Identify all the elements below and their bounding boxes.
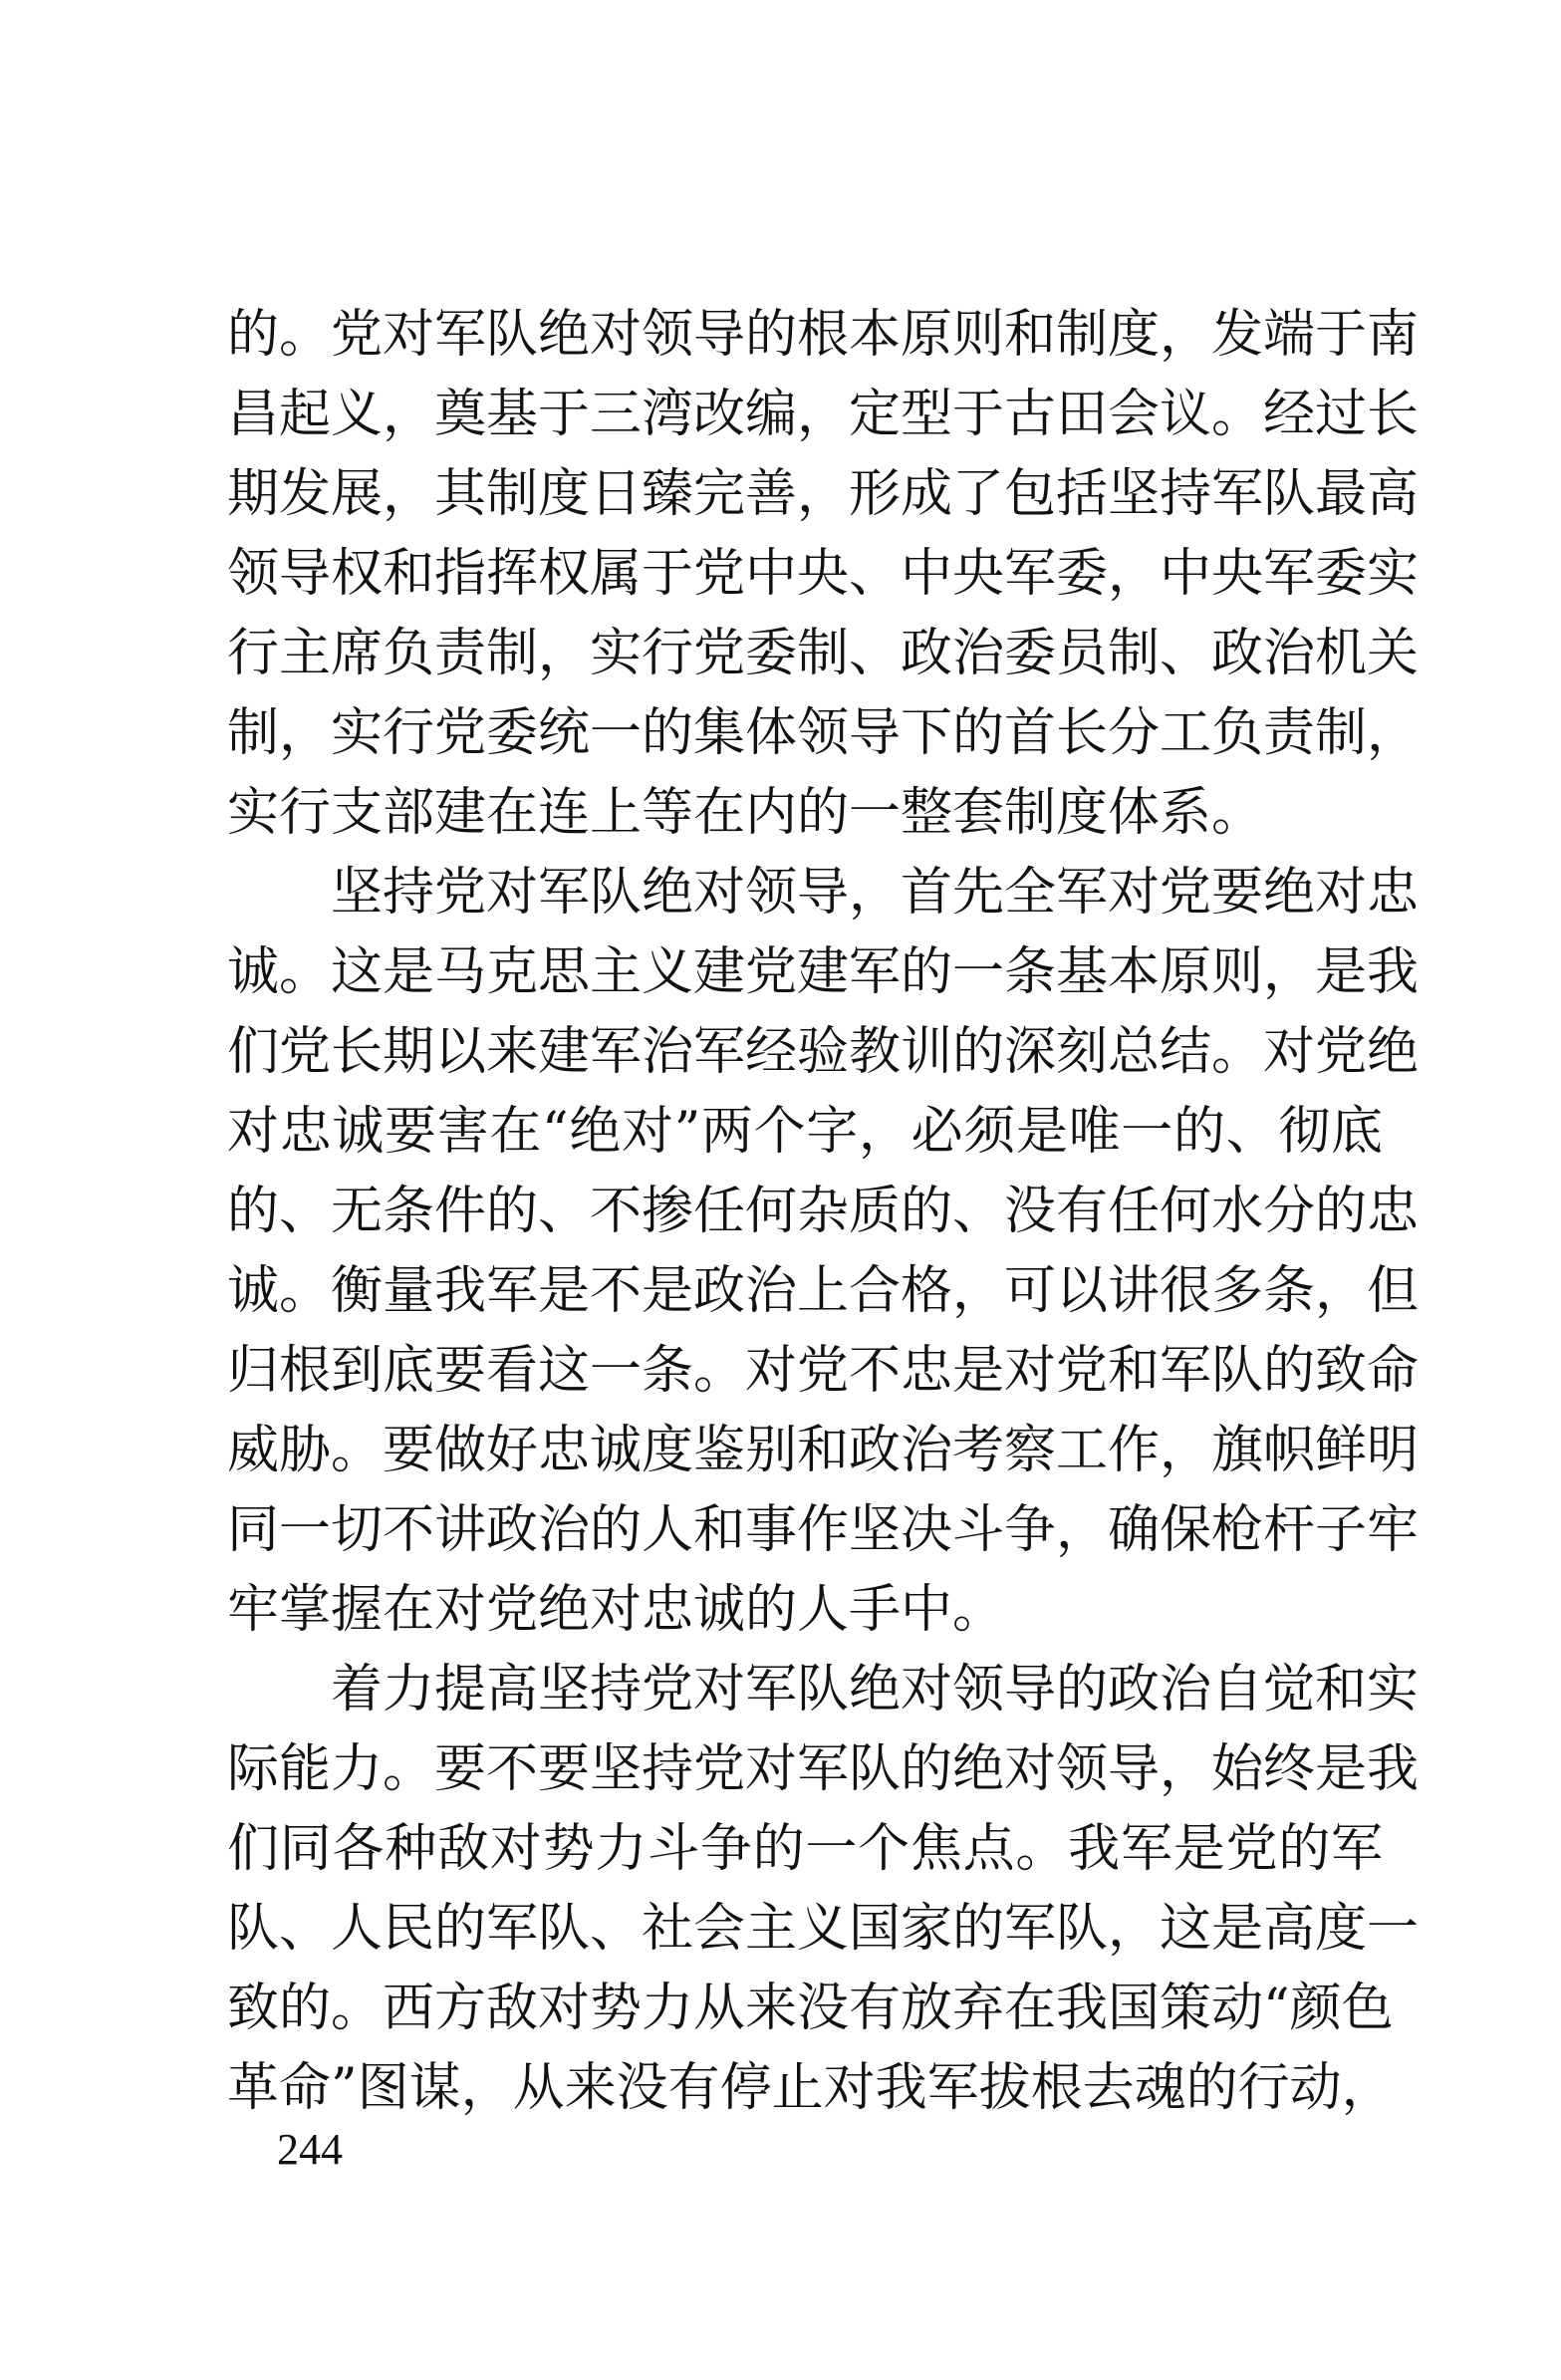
text-line: 牢掌握在对党绝对忠诚的人手中。 [227, 1580, 1005, 1640]
text-line: 着力提高坚持党对军队绝对领导的政治自觉和实 [331, 1660, 1420, 1719]
text-line: 行主席负责制，实行党委制、政治委员制、政治机关 [227, 624, 1420, 683]
text-line: 坚持党对军队绝对领导，首先全军对党要绝对忠 [331, 863, 1420, 923]
text-line: 归根到底要看这一条。对党不忠是对党和军队的致命 [227, 1341, 1420, 1401]
text-line: 对忠诚要害在“绝对”两个字，必须是唯一的、彻底 [227, 1102, 1383, 1162]
text-line: 际能力。要不要坚持党对军队的绝对领导，始终是我 [227, 1739, 1420, 1799]
text-line: 致的。西方敌对势力从来没有放弃在我国策动“颜色 [227, 1979, 1394, 2038]
text-line: 的、无条件的、不掺任何杂质的、没有任何水分的忠 [227, 1182, 1420, 1241]
text-line: 同一切不讲政治的人和事作坚决斗争，确保枪杆子牢 [227, 1500, 1420, 1560]
text-line: 制，实行党委统一的集体领导下的首长分工负责制， [227, 703, 1420, 763]
text-line: 革命”图谋，从来没有停止对我军拔根去魂的行动， [227, 2058, 1394, 2118]
page-number: 244 [277, 2125, 343, 2174]
text-line: 诚。这是马克思主义建党建军的一条基本原则，是我 [227, 942, 1420, 1002]
text-line: 威胁。要做好忠诚度鉴别和政治考察工作，旗帜鲜明 [227, 1421, 1420, 1480]
text-line: 领导权和指挥权属于党中央、中央军委，中央军委实 [227, 544, 1420, 604]
text-line: 期发展，其制度日臻完善，形成了包括坚持军队最高 [227, 464, 1420, 524]
body-text [227, 295, 1420, 2128]
text-line: 队、人民的军队、社会主义国家的军队，这是高度一 [227, 1899, 1420, 1959]
text-line: 昌起义，奠基于三湾改编，定型于古田会议。经过长 [227, 385, 1420, 444]
text-line: 诚。衡量我军是不是政治上合格，可以讲很多条，但 [227, 1261, 1420, 1321]
text-line: 们同各种敌对势力斗争的一个焦点。我军是党的军 [227, 1819, 1383, 1879]
text-line: 的。党对军队绝对领导的根本原则和制度，发端于南 [227, 305, 1420, 365]
text-line: 们党长期以来建军治军经验教训的深刻总结。对党绝 [227, 1022, 1420, 1082]
text-line: 实行支部建在连上等在内的一整套制度体系。 [227, 783, 1264, 843]
